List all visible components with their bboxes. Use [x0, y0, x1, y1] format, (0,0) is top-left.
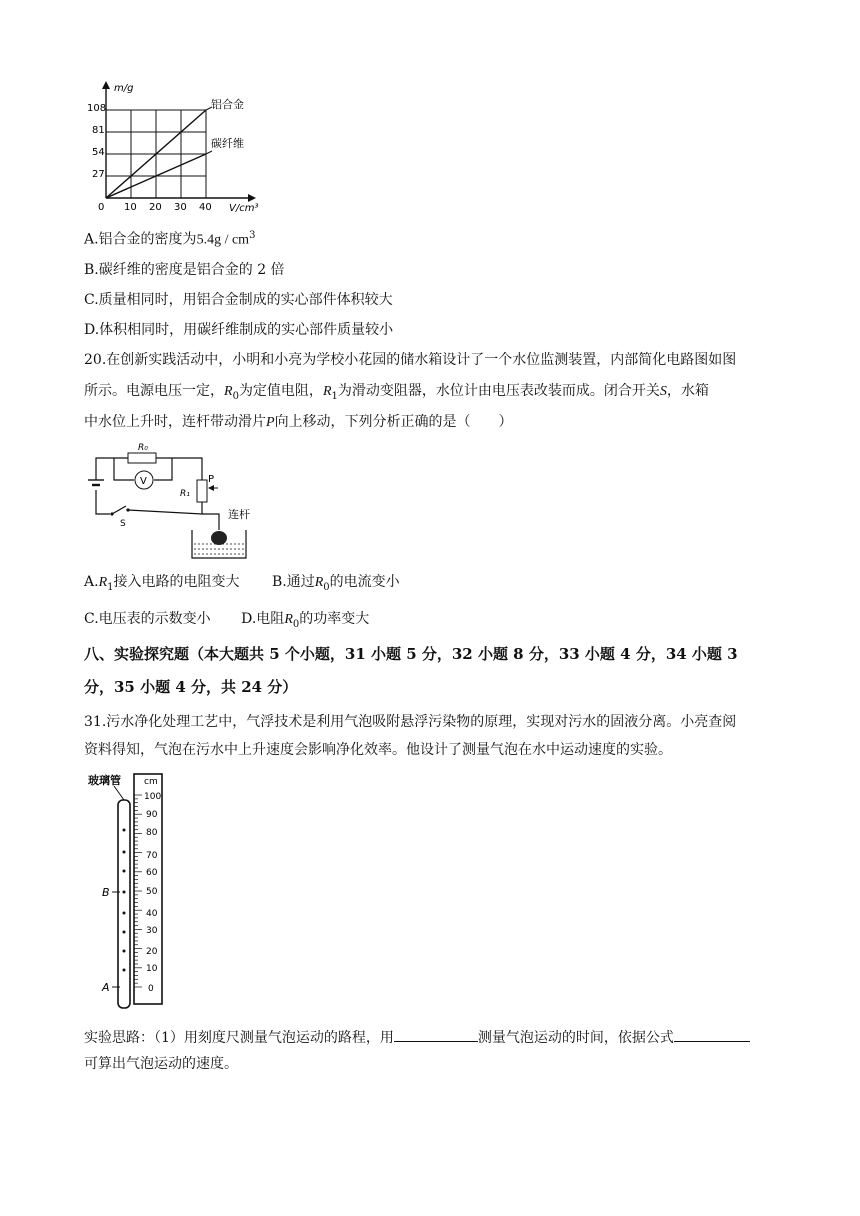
battery-symbol [88, 480, 104, 485]
var-s: S [659, 384, 667, 399]
scale-label: 70 [146, 851, 158, 861]
scale-label: 100 [144, 792, 162, 802]
bubble-dot [123, 950, 126, 953]
scale-label: 40 [146, 909, 158, 919]
density-value: 5.4g / cm [196, 232, 250, 248]
label-r1: R₁ [180, 489, 190, 499]
switch-s [110, 506, 129, 516]
sub: 0 [232, 390, 239, 402]
q20-option-a [84, 574, 240, 593]
label-rod: 连杆 [228, 508, 250, 521]
x-tick-label: 10 [124, 202, 137, 213]
series-label-carbon-fiber: 碳纤维 [211, 137, 244, 150]
sub: 0 [323, 581, 330, 593]
scale-label: 0 [148, 984, 154, 994]
y-axis-label: m/g [114, 83, 134, 94]
stem-text: 为滑动变阻器，水位计由电压表改装而成。闭合开关 [337, 383, 660, 399]
scale-label: 50 [146, 887, 158, 897]
mark-b: B [102, 886, 110, 899]
scale-label: 20 [146, 947, 158, 957]
rheostat-r1 [197, 480, 207, 502]
var-p: P [266, 415, 275, 430]
var-r: R [284, 612, 293, 627]
y-tick-label: 81 [92, 125, 105, 136]
bubble-dot [123, 931, 126, 934]
stem-text: 为定值电阻， [238, 383, 323, 399]
var-r: R [322, 384, 332, 399]
sub: 1 [107, 581, 114, 593]
q20-stem-line2 [84, 381, 709, 407]
bubble-dot [123, 912, 126, 915]
sub: 0 [292, 618, 300, 630]
ruler-unit: cm [144, 777, 158, 787]
mass-volume-graph [84, 78, 274, 213]
q20-option-b [271, 574, 400, 593]
opt-text: 的功率变大 [299, 611, 370, 627]
q19-option-a [84, 226, 255, 251]
resistor-r0 [128, 453, 156, 463]
bubble-dot [123, 870, 126, 873]
circuit-diagram [84, 440, 264, 560]
answer-blank-timer[interactable] [394, 1027, 478, 1042]
opt-text: 接入电路的电阻变大 [113, 574, 240, 590]
bubble-dot [123, 891, 126, 894]
scale-label: 60 [146, 868, 158, 878]
x-tick-label: 30 [174, 202, 187, 213]
q31-idea-line1 [84, 1027, 750, 1048]
x-axis-label: V/cm³ [229, 203, 259, 213]
bubble-dot [123, 829, 126, 832]
y-tick-label: 108 [87, 103, 107, 114]
scale-label: 30 [146, 926, 158, 936]
stem-text: 中水位上升时，连杆带动滑片 [84, 414, 266, 430]
var-r: R [224, 384, 233, 399]
q20-option-d [241, 611, 370, 630]
q20-options-row2 [84, 609, 369, 635]
x-tick-label: 40 [199, 202, 212, 213]
opt-text: 的电流变小 [329, 574, 400, 590]
label-r0: R₀ [138, 443, 148, 453]
q20-options-row1 [84, 572, 400, 598]
idea-text: 实验思路：（1）用刻度尺测量气泡运动的路程，用 [84, 1030, 394, 1046]
stem-text: 所示。电源电压一定， [84, 383, 224, 399]
opt-text: A. [84, 574, 99, 590]
opt-text: B.通过 [271, 574, 315, 590]
label-v: V [140, 476, 147, 487]
scale-label: 80 [146, 828, 158, 838]
float-ball [211, 531, 227, 545]
var-r: R [314, 575, 324, 590]
density-exponent: 3 [249, 230, 256, 241]
series-leader [206, 151, 212, 154]
q31-idea-line2: 可算出气泡运动的速度。 [84, 1056, 238, 1072]
slider-arrow [208, 485, 214, 491]
graph-series [106, 107, 212, 198]
q20-stem-line1: 20.在创新实践活动中，小明和小亮为学校小花园的储水箱设计了一个水位监测装置，内部简化电路图如图 [84, 352, 737, 368]
label-s: S [120, 519, 126, 529]
label-p: P [208, 474, 215, 485]
bubble-dot [123, 969, 126, 972]
opt-text: D.电阻 [241, 611, 285, 627]
scale-label: 10 [146, 964, 158, 974]
x-tick-label: 0 [98, 202, 105, 213]
var-r: R [98, 575, 108, 590]
option-text: A.铝合金的密度为 [84, 231, 197, 248]
answer-blank-formula[interactable] [674, 1027, 750, 1042]
q20-option-c: C.电压表的示数变小 [84, 611, 211, 627]
stem-text: 向上移动，下列分析正确的是（ ） [274, 414, 513, 430]
y-tick-label: 54 [92, 147, 105, 158]
q19-option-b: B.碳纤维的密度是铝合金的 2 倍 [84, 262, 285, 278]
tube-label: 玻璃管 [88, 774, 121, 787]
scale-label: 90 [146, 810, 158, 820]
y-tick-label: 27 [92, 169, 105, 180]
mark-a: A [102, 981, 110, 994]
q20-stem-line3 [84, 412, 513, 433]
idea-text: 测量气泡运动的时间，依据公式 [477, 1030, 674, 1046]
series-label-aluminum: 铝合金 [211, 98, 244, 111]
q31-stem-line1: 31.污水净化处理工艺中，气浮技术是利用气泡吸附悬浮污染物的原理，实现对污水的固液分离。小亮查阅 [84, 714, 737, 730]
bubble-dot [123, 851, 126, 854]
stem-text: ，水箱 [666, 383, 709, 399]
section-heading-line1: 八、实验探究题（本大题共 5 个小题，31 小题 5 分，32 小题 8 分，33 小题 4 分，34 小题 3 [84, 645, 738, 663]
section-heading-line2: 分，35 小题 4 分，共 24 分） [84, 678, 298, 696]
q19-option-d: D.体积相同时，用碳纤维制成的实心部件质量较小 [84, 322, 394, 338]
sub: 1 [331, 390, 338, 402]
q19-option-c: C.质量相同时，用铝合金制成的实心部件体积较大 [84, 292, 393, 308]
x-tick-label: 20 [149, 202, 162, 213]
q31-stem-line2: 资料得知，气泡在污水中上升速度会影响净化效率。他设计了测量气泡在水中运动速度的实验。 [84, 742, 672, 758]
tube-ruler-figure [84, 770, 184, 1015]
